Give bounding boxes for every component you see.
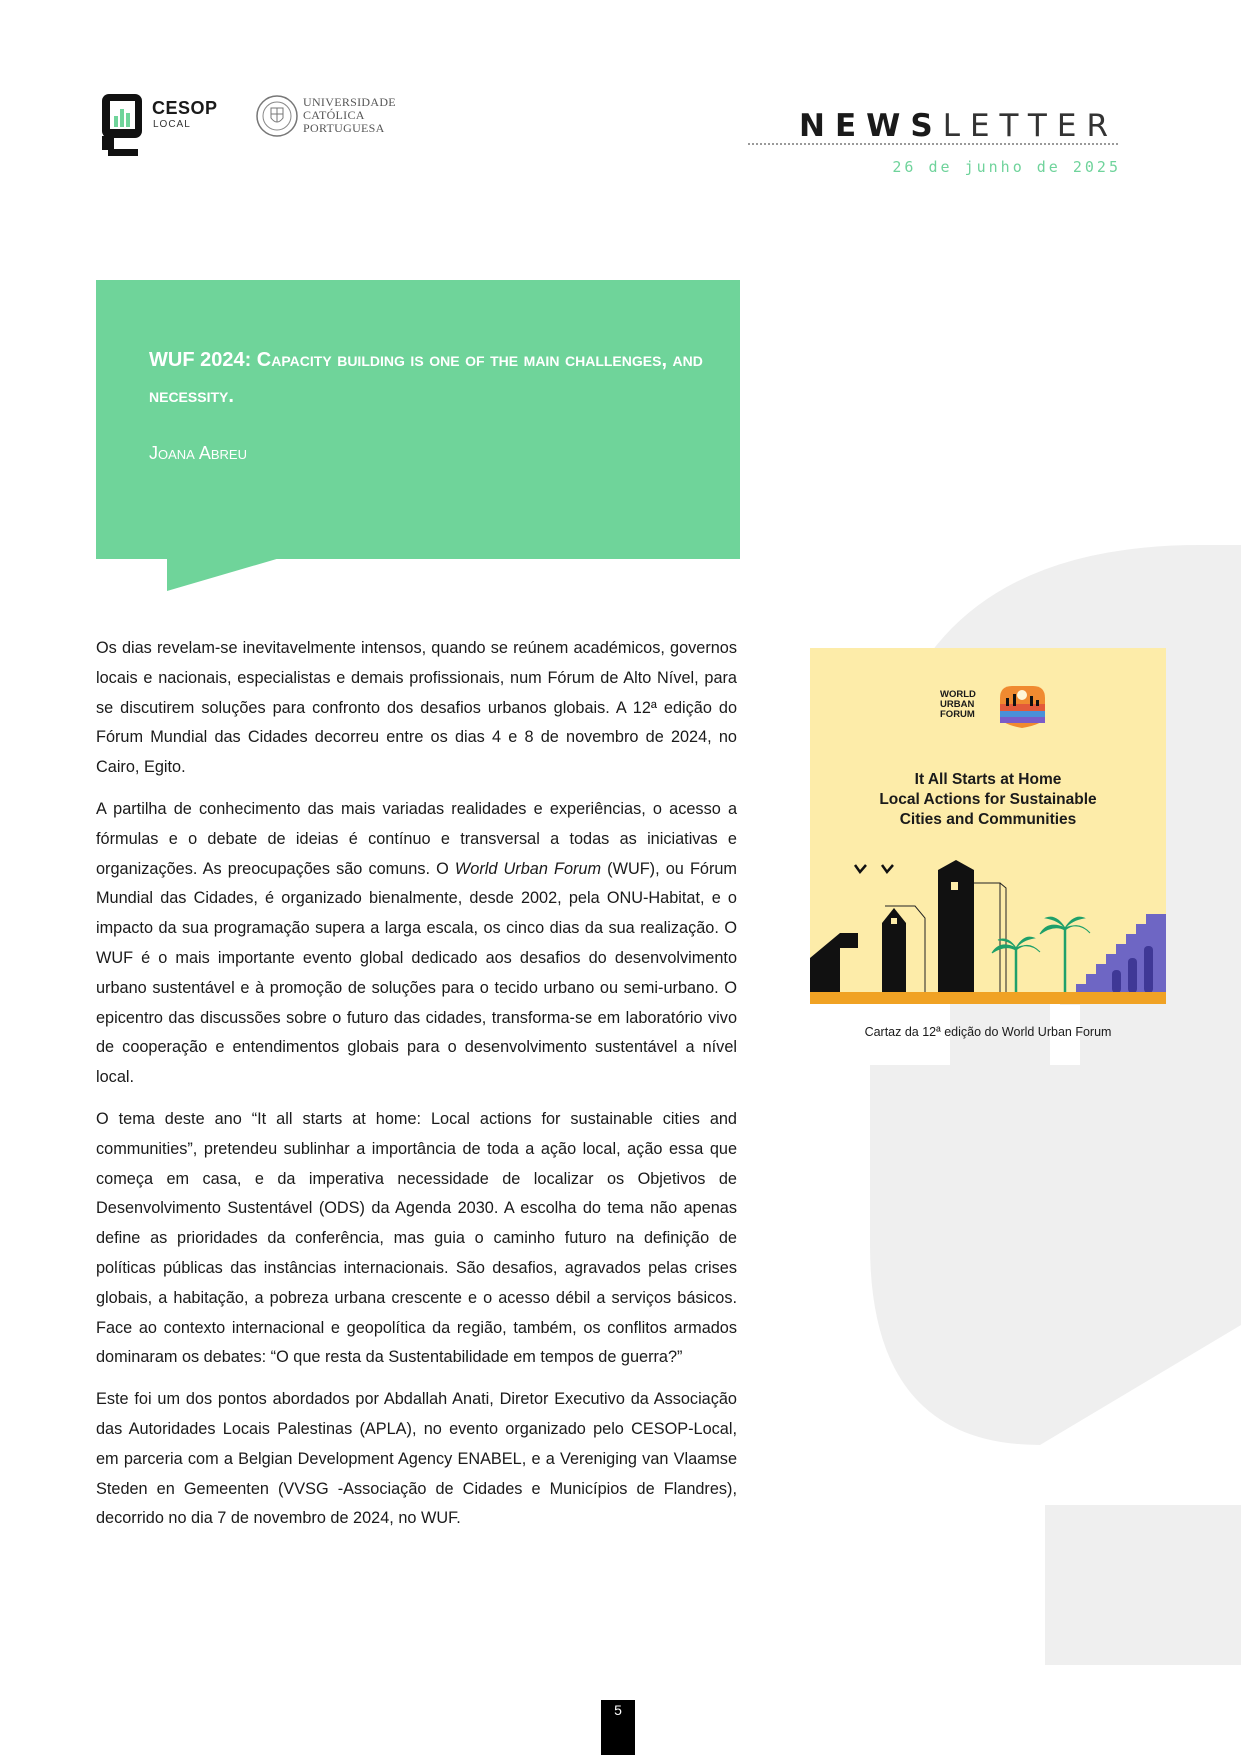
poster-headline-line: It All Starts at Home	[914, 771, 1062, 788]
paragraph-text: Este foi um dos pontos abordados por Abdallah Anati, Diretor Executivo da Associação das Autoridades Locais Palestinas (APLA), no evento organizado pelo CESOP-Local, em parceria com a Belgian Development Agency ENABEL, e a Vereniging van Vlaamse Steden en Gemeenten (VVSG -Associação de Cidades e Municípios de Flandres), decorrido no dia 7 de novembro de 2024, no WUF.	[96, 1390, 737, 1528]
paragraph	[96, 795, 737, 1093]
ucp-line-2: CATÓLICA	[303, 108, 365, 122]
cesop-local-logo	[100, 92, 220, 160]
paragraph	[96, 1105, 737, 1373]
article-body	[96, 634, 737, 1546]
ucp-logo-text	[303, 96, 396, 135]
paragraph	[96, 634, 737, 783]
ucp-line-1: UNIVERSIDADE	[303, 95, 396, 109]
cesop-logo-subname: LOCAL	[153, 119, 191, 130]
ground-strip	[810, 992, 1166, 1004]
ucp-logo	[255, 94, 415, 142]
header-dotted-divider	[748, 143, 1118, 145]
paragraph-text: A partilha de conhecimento das mais variadas realidades e experiências, o acesso a fórmulas e o debate de ideias é contínuo e transversal a todas as iniciativas e organizações. As preocupações são comuns. O	[96, 799, 737, 878]
cesop-logo-icon	[100, 92, 148, 158]
poster-brand-text	[940, 690, 990, 720]
page-header	[0, 0, 1241, 190]
building-icon	[810, 933, 840, 993]
wuf-poster-image	[810, 648, 1166, 1004]
page-number: 5	[601, 1700, 635, 1755]
newsletter-light: LETTER	[942, 108, 1118, 144]
paragraph-italic-text: World Urban Forum	[454, 859, 602, 878]
poster-brand-line: URBAN	[940, 699, 975, 710]
paragraph-text: Os dias revelam-se inevitavelmente intensos, quando se reúnem académicos, governos locais e nacionais, especialistas e demais profissionais, num Fórum de Alto Nível, para se discutirem soluções para confronto dos desafios urbanos globais. A 12ª edição do Fórum Mundial das Cidades decorreu entre os dias 4 e 8 de novembro de 2024, no Cairo, Egito.	[96, 639, 737, 777]
cesop-logo-name: CESOP	[152, 98, 218, 118]
figure-caption: Cartaz da 12ª edição do World Urban Forum	[864, 1025, 1112, 1039]
article-author: Joana Abreu	[149, 443, 247, 463]
paragraph-text: O tema deste ano “It all starts at home: Local actions for sustainable cities and communities”, pretendeu sublinhar a importância de toda a ação local, ação essa que começa em casa, e da imperativa necessidade de localizar os Objetivos de Desenvolvimento Sustentável (ODS) da Agenda 2030. A escolha do tema não apenas define as prioridades da conferência, mas guia o caminho futuro na definição de políticas públicas das instâncias internacionais. São desafios, agravados pelas crises globais, a habitação, a pobreza urbana crescente e o acesso débil a serviços básicos. Face ao contexto internacional e geopolítica da região, também, os conflitos armados dominaram os debates: “O que resta da Sustentabilidade em tempos de guerra?”	[96, 1109, 737, 1367]
speech-bubble-tail	[167, 558, 287, 592]
wuf-logo-badge-icon	[1000, 686, 1045, 728]
article-title-box	[96, 280, 740, 559]
poster-headline	[828, 770, 1148, 830]
poster-headline-line: Cities and Communities	[899, 811, 1077, 828]
building-icon	[938, 860, 974, 993]
bird-icon	[882, 865, 893, 872]
paragraph-text: (WUF), ou Fórum Mundial das Cidades, é organizado bienalmente, desde 2002, pela ONU-Habitat, e o impacto da sua programação supera a larga escala, os cinco dias da sua realização. O WUF é o mais importante evento global dedicado aos desafios do desenvolvimento urbano sustentável e à promoção de soluções para o tecido urbano ou semi-urbano. O epicentro das discussões sobre o futuro das cidades, transforma-se em laboratório vivo de cooperação e entendimentos globais para o desenvolvimento sustentável a nível local.	[96, 859, 737, 1087]
poster-brand-line: WORLD	[940, 689, 976, 700]
paragraph	[96, 1385, 737, 1534]
article-title: WUF 2024: Capacity building is one of the main challenges, and necessity.	[149, 349, 703, 407]
poster-headline-line: Local Actions for Sustainable	[879, 791, 1097, 808]
palm-tree-icon	[992, 937, 1040, 993]
poster-brand-line: FORUM	[940, 709, 975, 720]
bird-icon	[855, 865, 866, 872]
university-seal-icon	[255, 94, 299, 138]
palm-tree-icon	[1040, 917, 1090, 993]
newsletter-wordmark	[799, 108, 1118, 144]
issue-date: 26 de junho de 2025	[892, 158, 1121, 176]
ucp-line-3: PORTUGUESA	[303, 121, 385, 135]
newsletter-bold: NEWS	[799, 108, 943, 144]
